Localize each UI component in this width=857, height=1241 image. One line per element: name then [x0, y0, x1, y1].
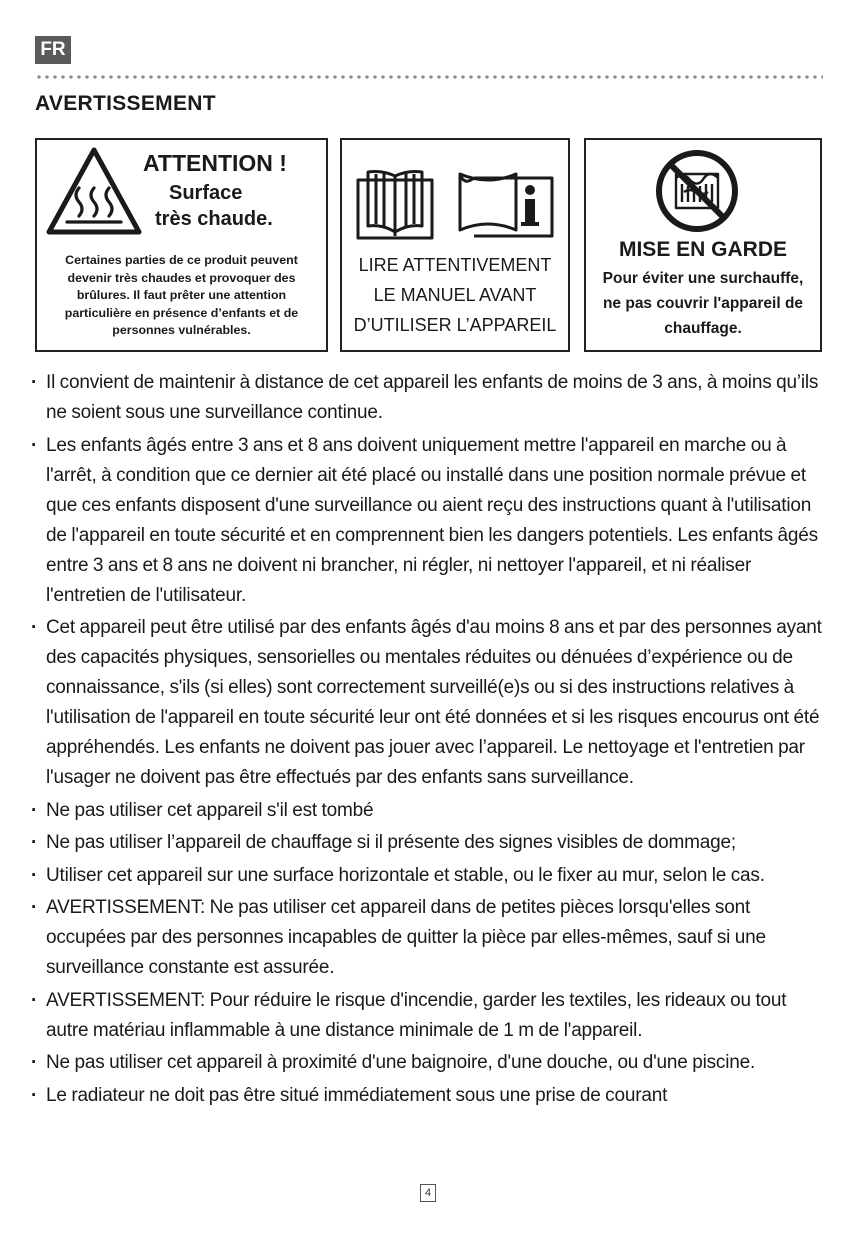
list-item: · Ne pas utiliser cet appareil s'il est tombé: [30, 796, 825, 826]
list-item: · Utiliser cet appareil sur une surface horizontale et stable, ou le fixer au mur, selon le cas.: [30, 861, 825, 891]
list-item: · AVERTISSEMENT: Ne pas utiliser cet appareil dans de petites pièces lorsqu'elles sont occupées par des personnes incapables de quitter la pièce par elles-mêmes, sauf si une surveillance constante est assurée.: [30, 893, 825, 983]
list-item: · Il convient de maintenir à distance de cet appareil les enfants de moins de 3 ans, à moins qu’ils ne soient sous une surveillance continue.: [30, 368, 825, 428]
list-item: · Les enfants âgés entre 3 ans et 8 ans doivent uniquement mettre l'appareil en marche ou à l'arrêt, à condition que ce dernier ait été placé ou installé dans une position normale prévue et que ces enfants disposent d'une surveillance ou aient reçu des instructions quant à l'utilisation de l'appareil en toute sécurité et en comprennent bien les dangers potentiels. Les enfants âgés entre 3 ans et 8 ans ne doivent ni brancher, ni régler, ni nettoyer l'appareil, et ni réaliser l'entretien de l'utilisateur.: [30, 431, 825, 611]
attention-title: ATTENTION !: [143, 150, 287, 176]
language-tag: FR: [35, 36, 71, 64]
attention-subtitle-line1: Surface: [169, 182, 243, 204]
list-item: · Ne pas utiliser cet appareil à proximité d'une baignoire, d'une douche, ou d'une piscine.: [30, 1048, 825, 1078]
attention-text: Certaines parties de ce produit peuvent devenir très chaudes et provoquer des brûlures. Il faut prêter une attention particulière en présence d’enfants et de personnes vulnérables.: [64, 253, 299, 337]
list-item: · AVERTISSEMENT: Pour réduire le risque d'incendie, garder les textiles, les rideaux ou tout autre matériau inflammable à une distance minimale de 1 m de l'appareil.: [30, 986, 825, 1046]
mise-en-garde-text: Pour éviter une surchauffe, ne pas couvrir l'appareil de chauffage.: [602, 270, 804, 337]
do-not-cover-icon: [654, 148, 740, 234]
section-title: AVERTISSEMENT: [35, 92, 216, 115]
mise-en-garde-title: MISE EN GARDE: [618, 238, 788, 261]
list-item: · Cet appareil peut être utilisé par des enfants âgés d'au moins 8 ans et par des personnes ayant des capacités physiques, sensorielles ou mentales réduites ou dénuées d’expérience ou de connaissance, s'ils (si elles) sont correctement surveillé(e)s ou si des instructions relatives à l'utilisation de l'appareil en toute sécurité leur ont été données et si les risques encourus ont été appréhendés. Les enfants ne doivent pas jouer avec l’appareil. Le nettoyage et l'entretien par l'usager ne doivent pas être effectués par des enfants sans surveillance.: [30, 613, 825, 793]
page-number: 4: [420, 1184, 436, 1202]
read-manual-text: LIRE ATTENTIVEMENT LE MANUEL AVANT D’UTILISER L’APPAREIL: [353, 255, 557, 335]
read-manual-icon: [354, 162, 558, 242]
attention-subtitle-line2: très chaude.: [155, 208, 273, 230]
do-not-cover-box: [584, 138, 822, 352]
dotted-divider: [35, 74, 823, 80]
list-item: · Ne pas utiliser l’appareil de chauffage si il présente des signes visibles de dommage;: [30, 828, 825, 858]
read-manual-box: [340, 138, 570, 352]
list-item: · Le radiateur ne doit pas être situé immédiatement sous une prise de courant: [30, 1081, 825, 1111]
hot-surface-icon: [45, 146, 143, 238]
safety-instructions-list: [30, 368, 825, 1113]
attention-hot-surface-box: [35, 138, 328, 352]
